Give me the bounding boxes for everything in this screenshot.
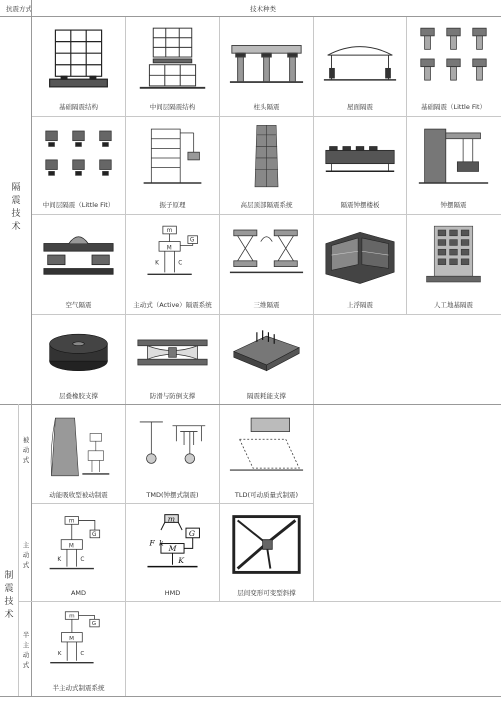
svg-text:m: m (167, 514, 175, 524)
tech-cell (126, 504, 219, 601)
tech-cell (407, 17, 500, 115)
subcategory-active: 主动式 (22, 541, 30, 569)
mid-story-isolation-illustration (134, 23, 211, 93)
isolation-damping-support-illustration (228, 321, 305, 382)
energy-absorption-passive-illustration (40, 411, 117, 481)
tech-cell (32, 602, 125, 696)
tech-caption: 主动式（Active）隔震系统 (133, 301, 212, 309)
header-col-technology: 技术种类 (250, 5, 276, 13)
active-isolation-diagram (134, 221, 211, 291)
tech-caption: HMD (164, 589, 181, 597)
label-m: m (166, 227, 173, 234)
variable-brace-illustration (228, 510, 305, 579)
tech-caption: 基础隔震（Little Fit） (420, 103, 487, 111)
tech-caption: 隔震钟摆楼板 (340, 201, 380, 209)
amd-diagram (40, 510, 117, 579)
tech-caption: 空气隔震 (65, 301, 92, 309)
tech-cell (126, 405, 219, 503)
laminated-rubber-bearing-illustration (40, 321, 117, 382)
svg-text:m: m (69, 613, 75, 620)
tech-cell (32, 215, 125, 313)
tech-caption: 防滑与防倒支撑 (149, 392, 196, 400)
tech-cell (32, 117, 125, 213)
tech-caption: 中间层隔震结构 (149, 103, 196, 111)
hmd-diagram (134, 510, 211, 579)
tech-cell (126, 215, 219, 313)
svg-text:k: k (159, 538, 164, 548)
semi-active-control-diagram (40, 608, 117, 674)
tech-caption: 柱头隔震 (253, 103, 280, 111)
roof-isolation-illustration (322, 23, 398, 93)
label-G: G (189, 237, 195, 244)
tech-caption: TLD(可动质量式制震) (234, 491, 299, 499)
little-fit-base-isolation-illustration (415, 23, 492, 93)
svg-text:G: G (91, 620, 97, 627)
tech-caption: 基础隔震结构 (59, 103, 98, 111)
tech-caption: 三维隔震 (253, 301, 280, 309)
artificial-ground-isolation-illustration (415, 221, 492, 291)
category-isolation: 隔震技术 (11, 183, 21, 232)
tech-caption: 人工地基隔震 (434, 301, 473, 309)
tech-cell (314, 215, 406, 313)
tech-caption: 层叠橡胶支撑 (59, 392, 98, 400)
tech-caption: TMD(钟摆式制震) (146, 491, 199, 499)
little-fit-mid-story-illustration (40, 123, 117, 191)
tech-cell (220, 215, 313, 313)
tech-cell (220, 405, 313, 503)
svg-text:K: K (57, 651, 62, 658)
tech-cell (126, 117, 219, 213)
tech-cell (314, 117, 406, 213)
air-isolation-illustration (40, 221, 117, 291)
tech-caption: 中间层隔震（Little Fit） (42, 201, 115, 209)
three-dimensional-isolation-illustration (228, 221, 305, 291)
svg-text:G: G (188, 528, 196, 538)
svg-text:C: C (80, 556, 85, 563)
tech-caption: 隔震耗能支撑 (247, 392, 286, 400)
tech-cell (126, 315, 219, 404)
tech-caption: 上浮隔震 (347, 301, 373, 309)
svg-text:G: G (91, 531, 97, 538)
pendulum-isolation-illustration (415, 123, 492, 191)
category-control: 制震技术 (4, 571, 14, 620)
tech-cell (407, 117, 500, 213)
subcategory-passive: 被动式 (22, 436, 30, 464)
pendulum-floor-illustration (322, 123, 398, 191)
label-K: K (155, 260, 159, 267)
svg-text:m: m (68, 518, 75, 525)
tech-cell (32, 315, 125, 404)
svg-text:M: M (68, 543, 74, 550)
subcategory-semi-active: 半主动式 (22, 631, 30, 669)
tech-cell (407, 215, 500, 313)
base-isolation-illustration (40, 23, 117, 93)
column-head-isolation-illustration (228, 23, 305, 93)
tech-caption: 振子原理 (159, 201, 186, 209)
tech-cell (220, 504, 313, 601)
tech-caption: 半主动式制震系统 (52, 684, 105, 692)
svg-text:K: K (57, 556, 62, 563)
tech-caption: 层间变形可变型斜撑 (237, 589, 296, 597)
tech-caption: 屋面隔震 (347, 103, 373, 111)
tech-cell (32, 405, 125, 503)
floating-isolation-illustration (322, 221, 398, 291)
tld-movable-mass-illustration (228, 411, 305, 481)
high-rise-top-isolation-illustration (228, 123, 305, 191)
tech-caption: 高层顶部隔震系统 (240, 201, 293, 209)
tmd-pendulum-illustration (134, 411, 211, 481)
pendulum-principle-illustration (134, 123, 211, 191)
tech-cell (314, 17, 406, 115)
tech-cell (220, 17, 313, 115)
svg-text:K: K (178, 555, 185, 565)
label-C: C (178, 260, 183, 267)
svg-text:M: M (168, 544, 177, 554)
svg-text:M: M (69, 636, 74, 643)
tech-cell (220, 117, 313, 213)
header-col-method: 抗震方式 (6, 5, 32, 13)
tech-cell (32, 504, 125, 601)
svg-text:F: F (149, 538, 155, 548)
tech-cell (220, 315, 313, 404)
tech-cell (32, 17, 125, 115)
tech-caption: 钟摆隔震 (440, 201, 467, 209)
label-M: M (166, 245, 172, 252)
tech-caption: 动能吸收型被动制震 (49, 491, 108, 499)
tech-cell (126, 17, 219, 115)
anti-slip-support-illustration (134, 321, 211, 382)
svg-text:C: C (80, 651, 85, 658)
tech-caption: AMD (70, 589, 87, 597)
